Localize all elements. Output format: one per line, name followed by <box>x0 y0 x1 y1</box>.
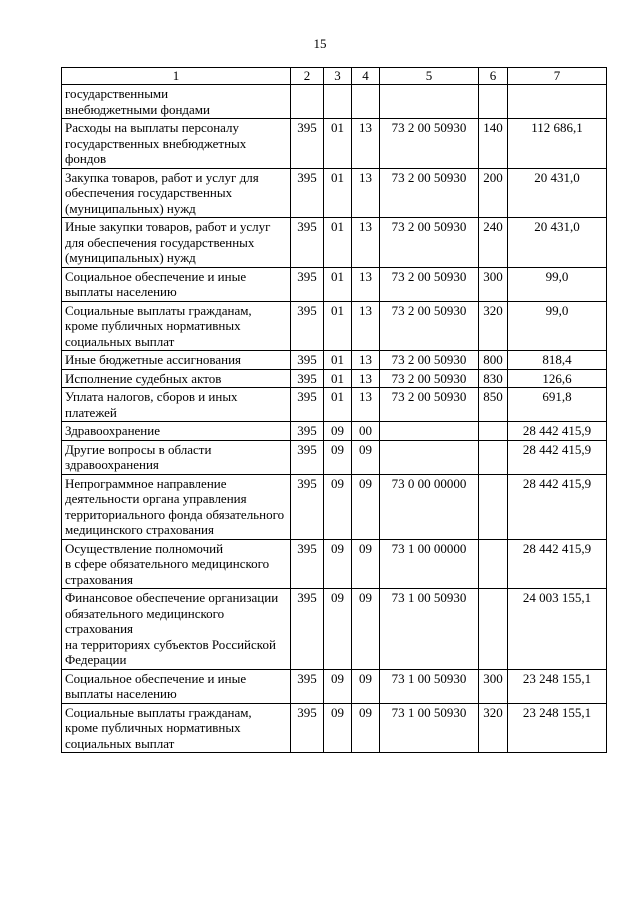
section-code-cell: 09 <box>324 669 352 703</box>
section-code-cell: 09 <box>324 703 352 753</box>
table-header-row <box>62 68 607 85</box>
amount-cell: 112 686,1 <box>508 119 607 169</box>
target-article-cell: 73 2 00 50930 <box>380 351 479 370</box>
section-code-cell: 09 <box>324 422 352 441</box>
subsection-code-cell: 09 <box>352 440 380 474</box>
row-name-cell: Закупка товаров, работ и услуг для обеспечения государственных (муниципальных) нужд <box>62 168 291 218</box>
table-row <box>62 301 607 351</box>
expense-type-cell: 300 <box>479 267 508 301</box>
amount-cell <box>508 85 607 119</box>
target-article-cell: 73 2 00 50930 <box>380 168 479 218</box>
subsection-code-cell: 09 <box>352 669 380 703</box>
subsection-code-cell: 13 <box>352 119 380 169</box>
admin-code-cell: 395 <box>291 589 324 670</box>
column-header: 2 <box>291 68 324 85</box>
expense-type-cell <box>479 589 508 670</box>
row-name-cell: Финансовое обеспечение организации обязательного медицинского страхования на территориях субъектов Российской Федерации <box>62 589 291 670</box>
admin-code-cell: 395 <box>291 119 324 169</box>
subsection-code-cell <box>352 85 380 119</box>
expense-type-cell <box>479 474 508 539</box>
amount-cell: 23 248 155,1 <box>508 703 607 753</box>
expense-type-cell: 200 <box>479 168 508 218</box>
subsection-code-cell: 09 <box>352 589 380 670</box>
section-code-cell: 01 <box>324 369 352 388</box>
target-article-cell <box>380 440 479 474</box>
amount-cell: 126,6 <box>508 369 607 388</box>
expense-type-cell <box>479 85 508 119</box>
target-article-cell <box>380 85 479 119</box>
row-name-cell: Непрограммное направление деятельности органа управления территориального фонда обязательного медицинского страхования <box>62 474 291 539</box>
admin-code-cell <box>291 85 324 119</box>
row-name-cell: Здравоохранение <box>62 422 291 441</box>
expense-type-cell: 320 <box>479 703 508 753</box>
section-code-cell: 09 <box>324 589 352 670</box>
table-row <box>62 267 607 301</box>
target-article-cell <box>380 422 479 441</box>
admin-code-cell: 395 <box>291 440 324 474</box>
budget-table <box>61 67 607 753</box>
amount-cell: 24 003 155,1 <box>508 589 607 670</box>
subsection-code-cell: 13 <box>352 301 380 351</box>
admin-code-cell: 395 <box>291 474 324 539</box>
expense-type-cell: 830 <box>479 369 508 388</box>
section-code-cell <box>324 85 352 119</box>
admin-code-cell: 395 <box>291 669 324 703</box>
amount-cell: 691,8 <box>508 388 607 422</box>
section-code-cell: 09 <box>324 474 352 539</box>
amount-cell: 28 442 415,9 <box>508 474 607 539</box>
subsection-code-cell: 09 <box>352 703 380 753</box>
column-header: 3 <box>324 68 352 85</box>
section-code-cell: 01 <box>324 388 352 422</box>
amount-cell: 20 431,0 <box>508 218 607 268</box>
row-name-cell: Социальное обеспечение и иные выплаты населению <box>62 267 291 301</box>
section-code-cell: 01 <box>324 168 352 218</box>
row-name-cell: Социальное обеспечение и иные выплаты населению <box>62 669 291 703</box>
row-name-cell: Социальные выплаты гражданам, кроме публичных нормативных социальных выплат <box>62 703 291 753</box>
subsection-code-cell: 09 <box>352 539 380 589</box>
table-row <box>62 669 607 703</box>
subsection-code-cell: 13 <box>352 218 380 268</box>
table-row <box>62 119 607 169</box>
admin-code-cell: 395 <box>291 539 324 589</box>
expense-type-cell: 140 <box>479 119 508 169</box>
row-name-cell: Исполнение судебных актов <box>62 369 291 388</box>
admin-code-cell: 395 <box>291 267 324 301</box>
amount-cell: 20 431,0 <box>508 168 607 218</box>
admin-code-cell: 395 <box>291 168 324 218</box>
row-name-cell: Другие вопросы в области здравоохранения <box>62 440 291 474</box>
target-article-cell: 73 1 00 00000 <box>380 539 479 589</box>
table-row <box>62 85 607 119</box>
subsection-code-cell: 13 <box>352 168 380 218</box>
admin-code-cell: 395 <box>291 422 324 441</box>
section-code-cell: 01 <box>324 218 352 268</box>
expense-type-cell <box>479 539 508 589</box>
amount-cell: 28 442 415,9 <box>508 440 607 474</box>
target-article-cell: 73 2 00 50930 <box>380 267 479 301</box>
subsection-code-cell: 13 <box>352 351 380 370</box>
expense-type-cell: 240 <box>479 218 508 268</box>
table-row <box>62 388 607 422</box>
expense-type-cell <box>479 440 508 474</box>
target-article-cell: 73 2 00 50930 <box>380 369 479 388</box>
row-name-cell: Социальные выплаты гражданам, кроме публичных нормативных социальных выплат <box>62 301 291 351</box>
row-name-cell: Уплата налогов, сборов и иных платежей <box>62 388 291 422</box>
amount-cell: 99,0 <box>508 301 607 351</box>
table-row <box>62 440 607 474</box>
section-code-cell: 01 <box>324 267 352 301</box>
admin-code-cell: 395 <box>291 388 324 422</box>
target-article-cell: 73 2 00 50930 <box>380 218 479 268</box>
section-code-cell: 01 <box>324 119 352 169</box>
amount-cell: 28 442 415,9 <box>508 539 607 589</box>
subsection-code-cell: 00 <box>352 422 380 441</box>
table-row <box>62 422 607 441</box>
expense-type-cell: 300 <box>479 669 508 703</box>
target-article-cell: 73 2 00 50930 <box>380 301 479 351</box>
section-code-cell: 09 <box>324 440 352 474</box>
row-name-cell: государственными внебюджетными фондами <box>62 85 291 119</box>
column-header: 1 <box>62 68 291 85</box>
admin-code-cell: 395 <box>291 703 324 753</box>
table-row <box>62 703 607 753</box>
row-name-cell: Иные бюджетные ассигнования <box>62 351 291 370</box>
amount-cell: 99,0 <box>508 267 607 301</box>
subsection-code-cell: 13 <box>352 267 380 301</box>
subsection-code-cell: 13 <box>352 388 380 422</box>
subsection-code-cell: 09 <box>352 474 380 539</box>
admin-code-cell: 395 <box>291 301 324 351</box>
amount-cell: 818,4 <box>508 351 607 370</box>
subsection-code-cell: 13 <box>352 369 380 388</box>
row-name-cell: Расходы на выплаты персоналу государственных внебюджетных фондов <box>62 119 291 169</box>
table-row <box>62 474 607 539</box>
section-code-cell: 09 <box>324 539 352 589</box>
section-code-cell: 01 <box>324 351 352 370</box>
target-article-cell: 73 1 00 50930 <box>380 589 479 670</box>
amount-cell: 28 442 415,9 <box>508 422 607 441</box>
table-row <box>62 539 607 589</box>
page-number: 15 <box>313 36 327 51</box>
row-name-cell: Осуществление полномочий в сфере обязательного медицинского страхования <box>62 539 291 589</box>
table-row <box>62 369 607 388</box>
table-row <box>62 589 607 670</box>
table-row <box>62 168 607 218</box>
column-header: 4 <box>352 68 380 85</box>
expense-type-cell: 850 <box>479 388 508 422</box>
target-article-cell: 73 1 00 50930 <box>380 669 479 703</box>
column-header: 7 <box>508 68 607 85</box>
target-article-cell: 73 2 00 50930 <box>380 119 479 169</box>
row-name-cell: Иные закупки товаров, работ и услуг для обеспечения государственных (муниципальных) нужд <box>62 218 291 268</box>
expense-type-cell: 320 <box>479 301 508 351</box>
table-row <box>62 351 607 370</box>
amount-cell: 23 248 155,1 <box>508 669 607 703</box>
column-header: 5 <box>380 68 479 85</box>
section-code-cell: 01 <box>324 301 352 351</box>
admin-code-cell: 395 <box>291 351 324 370</box>
expense-type-cell <box>479 422 508 441</box>
admin-code-cell: 395 <box>291 218 324 268</box>
column-header: 6 <box>479 68 508 85</box>
target-article-cell: 73 1 00 50930 <box>380 703 479 753</box>
admin-code-cell: 395 <box>291 369 324 388</box>
table-row <box>62 218 607 268</box>
target-article-cell: 73 2 00 50930 <box>380 388 479 422</box>
target-article-cell: 73 0 00 00000 <box>380 474 479 539</box>
expense-type-cell: 800 <box>479 351 508 370</box>
